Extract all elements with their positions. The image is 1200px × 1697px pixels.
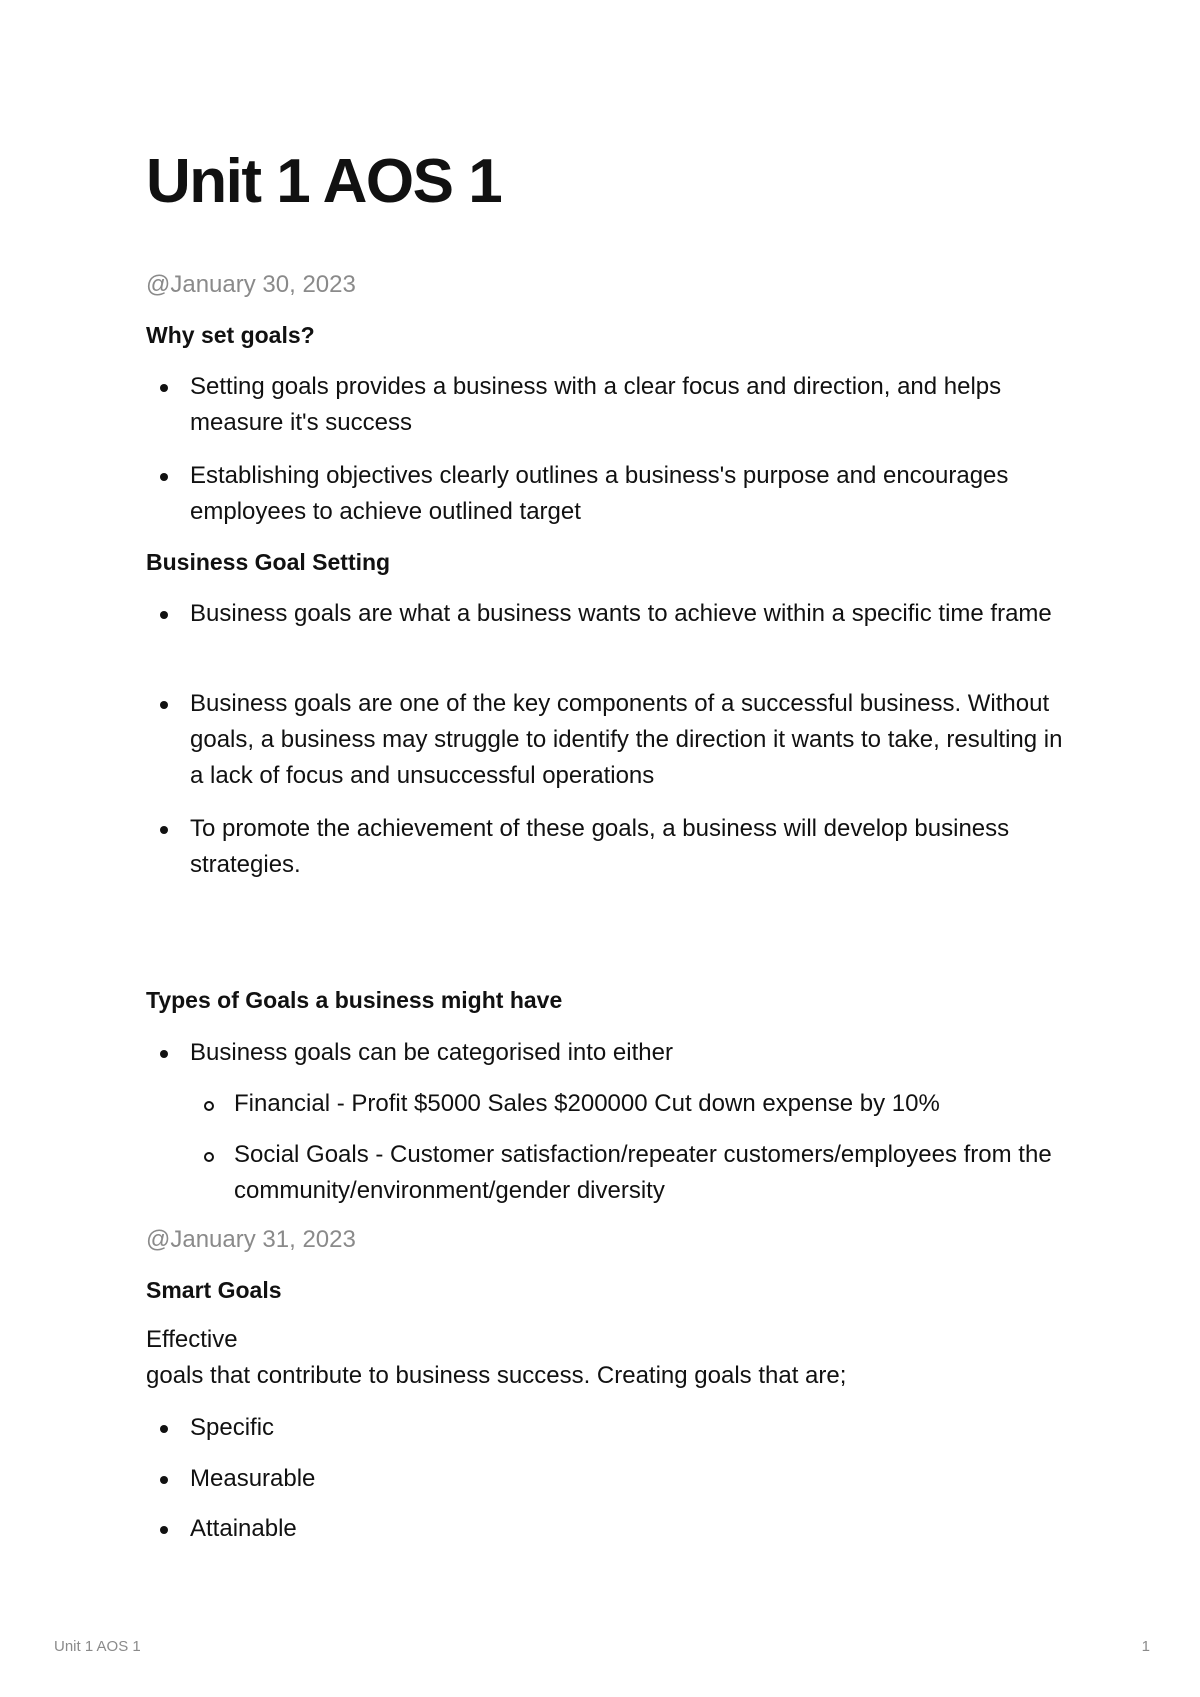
list-item [190,596,1070,632]
list-item-text: Specific [190,1414,275,1441]
list-item [190,369,1070,441]
bullet-icon [160,384,168,392]
bullet-icon [160,1526,168,1534]
bullet-icon [160,701,168,709]
bullet-icon [160,1425,168,1433]
section-heading-goal-setting: Business Goal Setting [146,549,391,575]
list-item [190,1461,1070,1497]
list-item-text: Business goals are what a business wants to achieve within a specific time frame [190,600,1052,627]
list-item-text: Business goals are one of the key components of a successful business. Without goals, a business may struggle to identify the direction it wants to take, resulting in a lack of focus and unsuccessful operations [190,690,1063,789]
list-item [190,811,1070,883]
list-item [190,1035,1070,1071]
section-heading-why: Why set goals? [146,322,315,348]
sub-list-item-text: Social Goals - Customer satisfaction/repeater customers/employees from the community/environment/gender diversity [234,1141,1052,1204]
bullet-icon [160,1050,168,1058]
list-item [190,1511,1070,1547]
list-item-text: Attainable [190,1515,297,1542]
hollow-bullet-icon [204,1152,214,1162]
hollow-bullet-icon [204,1101,214,1111]
list-item-text: Setting goals provides a business with a clear focus and direction, and helps measure it's success [190,373,1002,436]
date-mention[interactable]: @January 31, 2023 [146,1226,356,1253]
page-title: Unit 1 AOS 1 [146,147,502,216]
bullet-icon [160,611,168,619]
paragraph-line: Effective [146,1326,238,1353]
list-item [190,458,1070,530]
bullet-icon [160,1476,168,1484]
section-heading-types: Types of Goals a business might have [146,987,563,1013]
section-heading-smart: Smart Goals [146,1277,282,1303]
list-item [190,1410,1070,1446]
sub-list-item [234,1137,1074,1209]
sub-list-item [234,1086,1074,1122]
list-item-text: To promote the achievement of these goals, a business will develop business strategies. [190,815,1010,878]
list-item-text: Measurable [190,1465,316,1492]
bullet-icon [160,473,168,481]
page-number: 1 [1141,1638,1150,1655]
list-item-text: Business goals can be categorised into either [190,1039,673,1066]
bullet-icon [160,826,168,834]
date-mention[interactable]: @January 30, 2023 [146,271,356,298]
list-item-text: Establishing objectives clearly outlines a business's purpose and encourages employees to achieve outlined target [190,462,1009,525]
sub-list-item-text: Financial - Profit $5000 Sales $200000 Cut down expense by 10% [234,1090,940,1117]
paragraph-line: goals that contribute to business success. Creating goals that are; [146,1362,847,1389]
list-item [190,686,1070,794]
footer-title: Unit 1 AOS 1 [54,1638,141,1655]
